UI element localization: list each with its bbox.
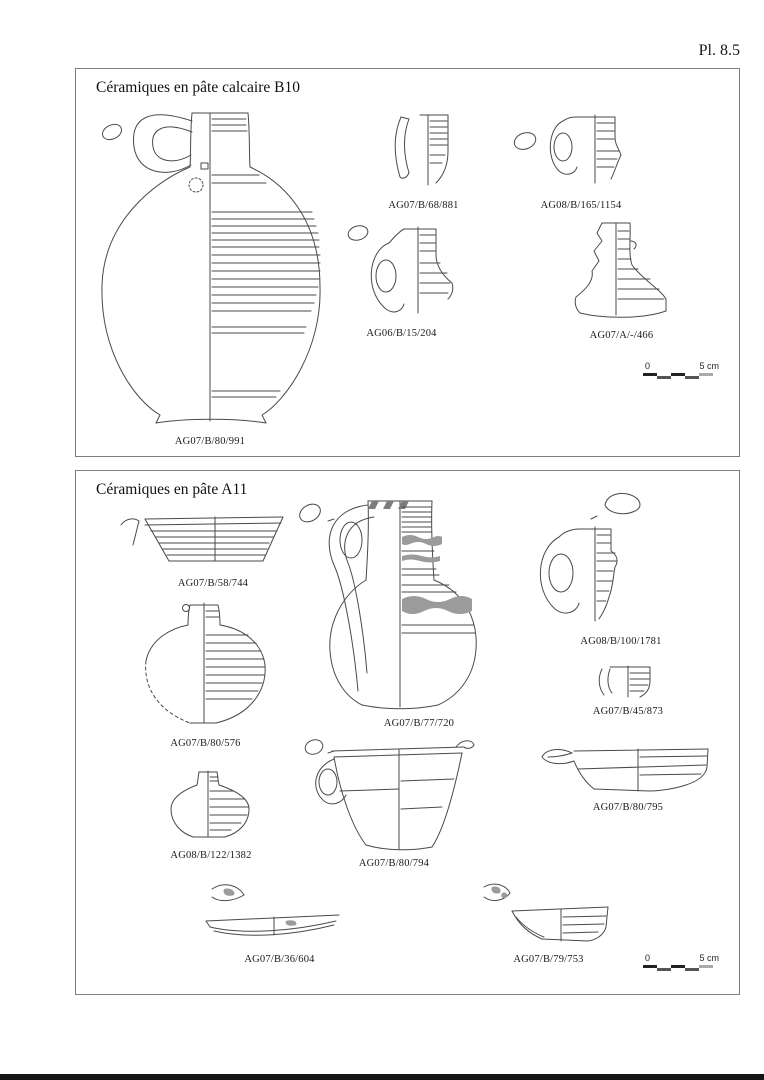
artifact-label: AG07/B/79/753 [513,954,584,965]
figure-frag-873 [588,663,668,717]
ceramic-drawing-jug-991 [94,105,326,427]
figure-jar-1382 [161,767,261,861]
panel-title-a11: Céramiques en pâte A11 [96,481,248,498]
ceramic-drawing-jug-720 [294,495,504,713]
artifact-label: AG07/B/80/794 [358,858,430,869]
ceramic-drawing-frag-873 [588,663,668,701]
figure-bowl-795 [538,741,718,813]
panel-title-b10: Céramiques en pâte calcaire B10 [96,79,300,96]
artifact-label: AG07/B/80/991 [174,436,246,447]
ceramic-drawing-frag-466 [564,219,679,324]
figure-frag-204 [344,221,459,339]
figure-rim-744 [111,511,291,589]
scale-bar [641,953,721,979]
artifact-label: AG07/B/80/576 [170,738,241,749]
figure-frag-466 [564,219,679,341]
panel-calcaire-b10 [75,68,740,457]
artifact-label: AG06/B/15/204 [366,328,437,339]
figure-jar-576 [138,599,273,749]
scale-bar-graphic [643,965,715,973]
figure-cup-794 [304,737,484,869]
ceramic-drawing-bowl-753 [476,883,616,947]
artifact-label: AG07/B/36/604 [244,954,315,965]
ceramic-drawing-frag-1781 [521,489,661,631]
figure-frag-1781 [521,489,661,647]
ceramic-drawing-jar-576 [138,599,273,734]
scale-bar-graphic [643,373,715,381]
ceramic-drawing-frag-204 [344,221,459,319]
scale-bar [641,361,721,387]
ceramic-drawing-bowl-795 [538,741,718,799]
figure-frag-1154 [511,111,651,211]
page-bottom-bar [0,1074,764,1080]
scale-zero-label: 0 [645,361,651,371]
ceramic-drawing-rim-744 [111,511,291,571]
figure-jug-991 [94,105,326,447]
scale-zero-label: 0 [645,953,651,963]
figure-frag-881 [376,111,471,211]
ceramic-drawing-jar-1382 [161,767,261,845]
artifact-label: AG07/B/45/873 [592,706,664,717]
panel-pate-a11 [75,470,740,995]
figure-bowl-604 [194,883,349,965]
artifact-label: AG07/B/58/744 [177,578,249,589]
artifact-label: AG07/A/-/466 [589,330,654,341]
scale-5cm-label: 5 cm [699,361,719,371]
artifact-label: AG08/B/122/1382 [170,850,252,861]
artifact-label: AG07/B/68/881 [388,200,459,211]
ceramic-drawing-frag-881 [376,111,471,193]
artifact-label: AG07/B/77/720 [383,718,455,729]
ceramic-drawing-frag-1154 [511,111,651,193]
artifact-label: AG07/B/80/795 [592,802,664,813]
artifact-label: AG08/B/165/1154 [540,200,622,211]
ceramic-drawing-bowl-604 [194,883,349,947]
figure-bowl-753 [476,883,621,965]
ceramic-drawing-cup-794 [304,737,479,855]
scale-5cm-label: 5 cm [699,953,719,963]
figure-jug-720 [294,495,504,729]
plate-number: Pl. 8.5 [698,42,740,59]
artifact-label: AG08/B/100/1781 [580,636,662,647]
